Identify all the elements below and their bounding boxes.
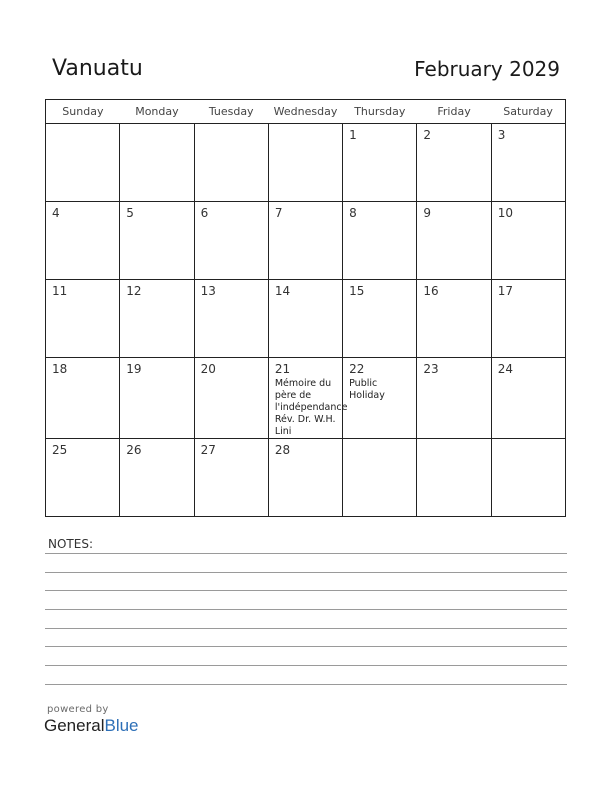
powered-by-text: powered by <box>47 704 109 715</box>
holiday-label: Mémoire du père de l'indépendance Rév. Dr. W.H. Lini <box>274 378 348 437</box>
day-number: 8 <box>349 206 357 220</box>
day-number: 19 <box>126 362 142 376</box>
calendar-day-cell <box>491 202 565 280</box>
calendar-empty-cell <box>46 124 120 202</box>
day-number: 10 <box>497 206 513 220</box>
calendar-week-row <box>46 124 566 202</box>
calendar-day-cell <box>194 280 268 358</box>
calendar-day-cell <box>46 202 120 280</box>
notes-line <box>45 609 567 610</box>
calendar-day-cell <box>417 358 491 439</box>
calendar-empty-cell <box>120 124 194 202</box>
day-number: 23 <box>423 362 439 376</box>
calendar-day-cell <box>343 124 417 202</box>
day-number: 14 <box>274 284 291 298</box>
calendar-day-cell <box>120 358 194 439</box>
day-number: 25 <box>52 443 68 457</box>
calendar-day-cell <box>491 280 565 358</box>
day-number: 6 <box>200 206 209 220</box>
day-number: 20 <box>200 362 216 376</box>
calendar-empty-cell <box>417 439 491 517</box>
calendar-day-cell <box>120 202 194 280</box>
brand-blue: Blue <box>104 716 139 735</box>
weekday-friday: Friday <box>417 100 491 124</box>
brand-general: General <box>44 716 105 735</box>
calendar-day-cell <box>417 202 491 280</box>
calendar-country-title: Vanuatu <box>52 56 143 81</box>
day-number: 21 <box>274 362 291 376</box>
calendar-empty-cell <box>491 439 565 517</box>
calendar-grid <box>45 99 566 517</box>
calendar-week-row <box>46 358 566 439</box>
weekday-thursday: Thursday <box>343 100 417 124</box>
weekday-header-row <box>46 100 566 124</box>
day-number: 24 <box>497 362 513 376</box>
calendar-day-cell <box>46 358 120 439</box>
calendar-day-cell <box>46 280 120 358</box>
calendar-day-cell <box>46 439 120 517</box>
weekday-sunday: Sunday <box>46 100 120 124</box>
day-number: 12 <box>126 284 142 298</box>
calendar-day-cell <box>491 358 565 439</box>
calendar-day-cell <box>417 124 491 202</box>
day-number: 1 <box>349 128 357 142</box>
calendar-day-cell <box>194 202 268 280</box>
day-number: 3 <box>497 128 506 142</box>
day-number: 27 <box>200 443 216 457</box>
calendar-empty-cell <box>194 124 268 202</box>
weekday-tuesday: Tuesday <box>194 100 268 124</box>
day-number: 22 <box>349 362 365 376</box>
calendar-empty-cell <box>268 124 342 202</box>
day-number: 9 <box>423 206 432 220</box>
calendar-day-cell <box>268 358 348 439</box>
generalblue-logo <box>44 716 139 736</box>
notes-line <box>45 572 567 573</box>
calendar-day-cell <box>343 280 417 358</box>
calendar-month-title: February 2029 <box>414 57 560 81</box>
day-number: 17 <box>497 284 513 298</box>
day-number: 5 <box>126 206 134 220</box>
day-number: 15 <box>349 284 365 298</box>
calendar-week-row <box>46 439 566 517</box>
weekday-wednesday: Wednesday <box>268 100 342 124</box>
notes-line <box>45 628 567 629</box>
calendar-week-row <box>46 202 566 280</box>
calendar-week-row <box>46 280 566 358</box>
holiday-label: Public Holiday <box>349 378 385 401</box>
calendar-day-cell <box>343 358 417 439</box>
day-number: 2 <box>423 128 432 142</box>
calendar-day-cell <box>194 439 268 517</box>
calendar-day-cell <box>120 439 194 517</box>
calendar-day-cell <box>120 280 194 358</box>
day-number: 4 <box>52 206 60 220</box>
day-number: 13 <box>200 284 216 298</box>
calendar-day-cell <box>417 280 491 358</box>
day-number: 16 <box>423 284 439 298</box>
notes-line <box>45 590 567 591</box>
notes-line <box>45 665 567 666</box>
calendar-empty-cell <box>343 439 417 517</box>
day-number: 18 <box>52 362 68 376</box>
notes-line <box>45 553 567 554</box>
weekday-saturday: Saturday <box>491 100 565 124</box>
calendar-day-cell <box>194 358 268 439</box>
calendar-day-cell <box>268 280 342 358</box>
calendar-day-cell <box>491 124 565 202</box>
calendar-day-cell <box>268 202 342 280</box>
notes-label: NOTES: <box>48 537 93 551</box>
day-number: 26 <box>126 443 142 457</box>
day-number: 28 <box>274 443 291 457</box>
calendar-day-cell <box>268 439 342 517</box>
day-number: 11 <box>52 284 68 298</box>
day-number: 7 <box>274 206 283 220</box>
notes-line <box>45 646 567 647</box>
weekday-monday: Monday <box>120 100 194 124</box>
calendar-day-cell <box>343 202 417 280</box>
notes-line <box>45 684 567 685</box>
